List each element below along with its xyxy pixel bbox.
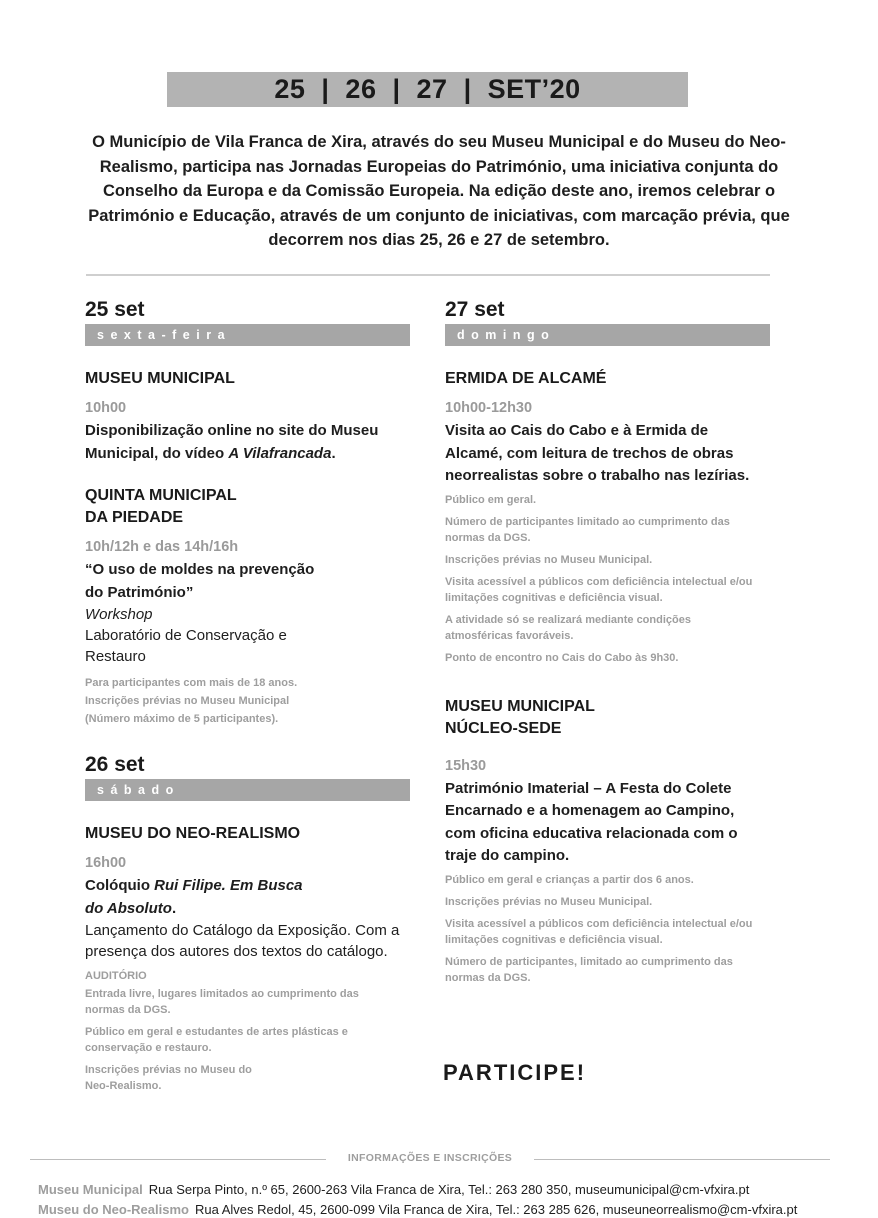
event-title-italic: A Vilafrancada (228, 444, 332, 462)
event-note: Visita acessível a públicos com deficiência intelectual e/ou limitações cognitivas e deficiência visual. (445, 575, 753, 604)
event-note: Inscrições prévias no Museu Municipal. (445, 553, 653, 566)
footer-heading: INFORMAÇÕES E INSCRIÇÕES (347, 1152, 513, 1164)
event-place: Laboratório de Conservação e Restauro (85, 627, 287, 665)
footer-contact (38, 1202, 797, 1217)
contact-details: Rua Alves Redol, 45, 2600-099 Vila Franca de Xira, Tel.: 263 285 626, museuneorrealismo@cm-vfxira.pt (194, 1202, 798, 1217)
event-note: Público em geral e crianças a partir dos 6 anos. (445, 873, 694, 886)
event-note: A atividade só se realizará mediante condições atmosféricas favoráveis. (445, 613, 691, 642)
event-note: Número de participantes, limitado ao cumprimento das normas da DGS. (445, 955, 733, 984)
date-25: 25 (274, 74, 306, 104)
date-separator: | (463, 74, 472, 104)
participe-heading: PARTICIPE! (443, 1060, 587, 1085)
contact-details: Rua Serpa Pinto, n.º 65, 2600-263 Vila Franca de Xira, Tel.: 263 280 350, museumunicipal@cm-vfxira.pt (148, 1182, 750, 1197)
event-time: 10h00-12h30 (445, 400, 533, 416)
event (445, 696, 771, 986)
event-note: Inscrições prévias no Museu do Neo-Realismo. (85, 1064, 252, 1092)
day-section (85, 753, 411, 801)
event-type: Workshop (85, 606, 153, 623)
event-note: AUDITÓRIO (85, 970, 147, 982)
event-time: 10h00 (85, 400, 127, 416)
event-note: Entrada livre, lugares limitados ao cumprimento das normas da DGS. (85, 988, 359, 1016)
date-27: 27 (416, 74, 448, 104)
event-title: “O uso de moldes na prevenção do Património” (85, 561, 315, 601)
program-column-right (445, 298, 771, 986)
footer-contact (38, 1182, 749, 1197)
day-date: 26 set (85, 753, 145, 776)
event-note: Ponto de encontro no Cais do Cabo às 9h30. (445, 651, 679, 664)
event-description: Lançamento do Catálogo da Exposição. Com a presença dos autores dos textos do catálogo. (85, 922, 400, 960)
event-note: Inscrições prévias no Museu Municipal. (445, 895, 653, 908)
event-note: Público em geral e estudantes de artes plásticas e conservação e restauro. (85, 1026, 348, 1054)
event-note: (Número máximo de 5 participantes). (85, 713, 279, 725)
weekday-bar: sábado (85, 779, 410, 801)
event-note: Número de participantes limitado ao cumprimento das normas da DGS. (445, 515, 730, 544)
event-title-text: Colóquio (85, 877, 155, 894)
event-title (85, 420, 411, 465)
event-venue: ERMIDA DE ALCAMÉ (445, 370, 607, 387)
event-note: Público em geral. (445, 493, 537, 506)
event-note: Visita acessível a públicos com deficiência intelectual e/ou limitações cognitivas e deficiência visual. (445, 917, 753, 946)
event-venue: MUSEU DO NEO-REALISMO (85, 825, 301, 842)
event-title: Visita ao Cais do Cabo e à Ermida de Alcamé, com leitura de trechos de obras neorrealistas sobre o trabalho nas lezírias. (445, 422, 750, 484)
event-venue: NÚCLEO-SEDE (445, 719, 562, 737)
event (85, 823, 411, 1094)
event-title-end: . (171, 899, 177, 917)
event-title-text: Disponibilização online no site do Museu Municipal, do vídeo (85, 422, 379, 462)
month-label: SET’20 (487, 74, 581, 104)
weekday-bar: domingo (445, 324, 770, 346)
event-title-italic: Rui Filipe. Em Busca do Absoluto (85, 877, 303, 917)
event-venue: MUSEU MUNICIPAL (445, 697, 595, 715)
day-date: 25 set (85, 298, 145, 321)
footer-divider (534, 1159, 830, 1160)
event-time: 16h00 (85, 855, 127, 871)
event-note: Inscrições prévias no Museu Municipal (85, 695, 290, 707)
event-time: 15h30 (445, 757, 487, 774)
contact-name: Museu Municipal (38, 1182, 143, 1197)
date-separator: | (392, 74, 401, 104)
event-note: Para participantes com mais de 18 anos. (85, 677, 298, 689)
weekday-bar: sexta-feira (85, 324, 410, 346)
event-venue: MUSEU MUNICIPAL (85, 370, 235, 387)
date-banner (167, 72, 688, 107)
event (445, 368, 771, 666)
event-title (85, 875, 315, 920)
day-date: 27 set (445, 298, 505, 321)
event-time: 10h/12h e das 14h/16h (85, 539, 239, 555)
event-venue: DA PIEDADE (85, 509, 184, 526)
event (85, 485, 411, 727)
event (85, 368, 411, 465)
contact-name: Museu do Neo-Realismo (38, 1202, 189, 1217)
event-title: Património Imaterial – A Festa do Colete Encarnado e a homenagem ao Campino, com oficina educativa relacionada com o traje do campino. (445, 779, 738, 864)
event-title-end: . (331, 444, 336, 462)
intro-paragraph: O Município de Vila Franca de Xira, através do seu Museu Municipal e do Museu do Neo-Realismo, participa nas Jornadas Europeias do Património, uma iniciativa conjunta do Conselho da Europa e da Comissão Europeia. Na edição deste ano, iremos celebrar o Património e Educação, através de um conjunto de iniciativas, com marcação prévia, que decorrem nos dias 25, 26 e 27 de setembro. (88, 133, 790, 249)
footer-divider (30, 1159, 326, 1160)
event-venue: QUINTA MUNICIPAL (85, 487, 237, 504)
program-column-left (85, 298, 411, 1094)
divider (86, 274, 770, 276)
date-26: 26 (345, 74, 377, 104)
date-separator: | (321, 74, 330, 104)
